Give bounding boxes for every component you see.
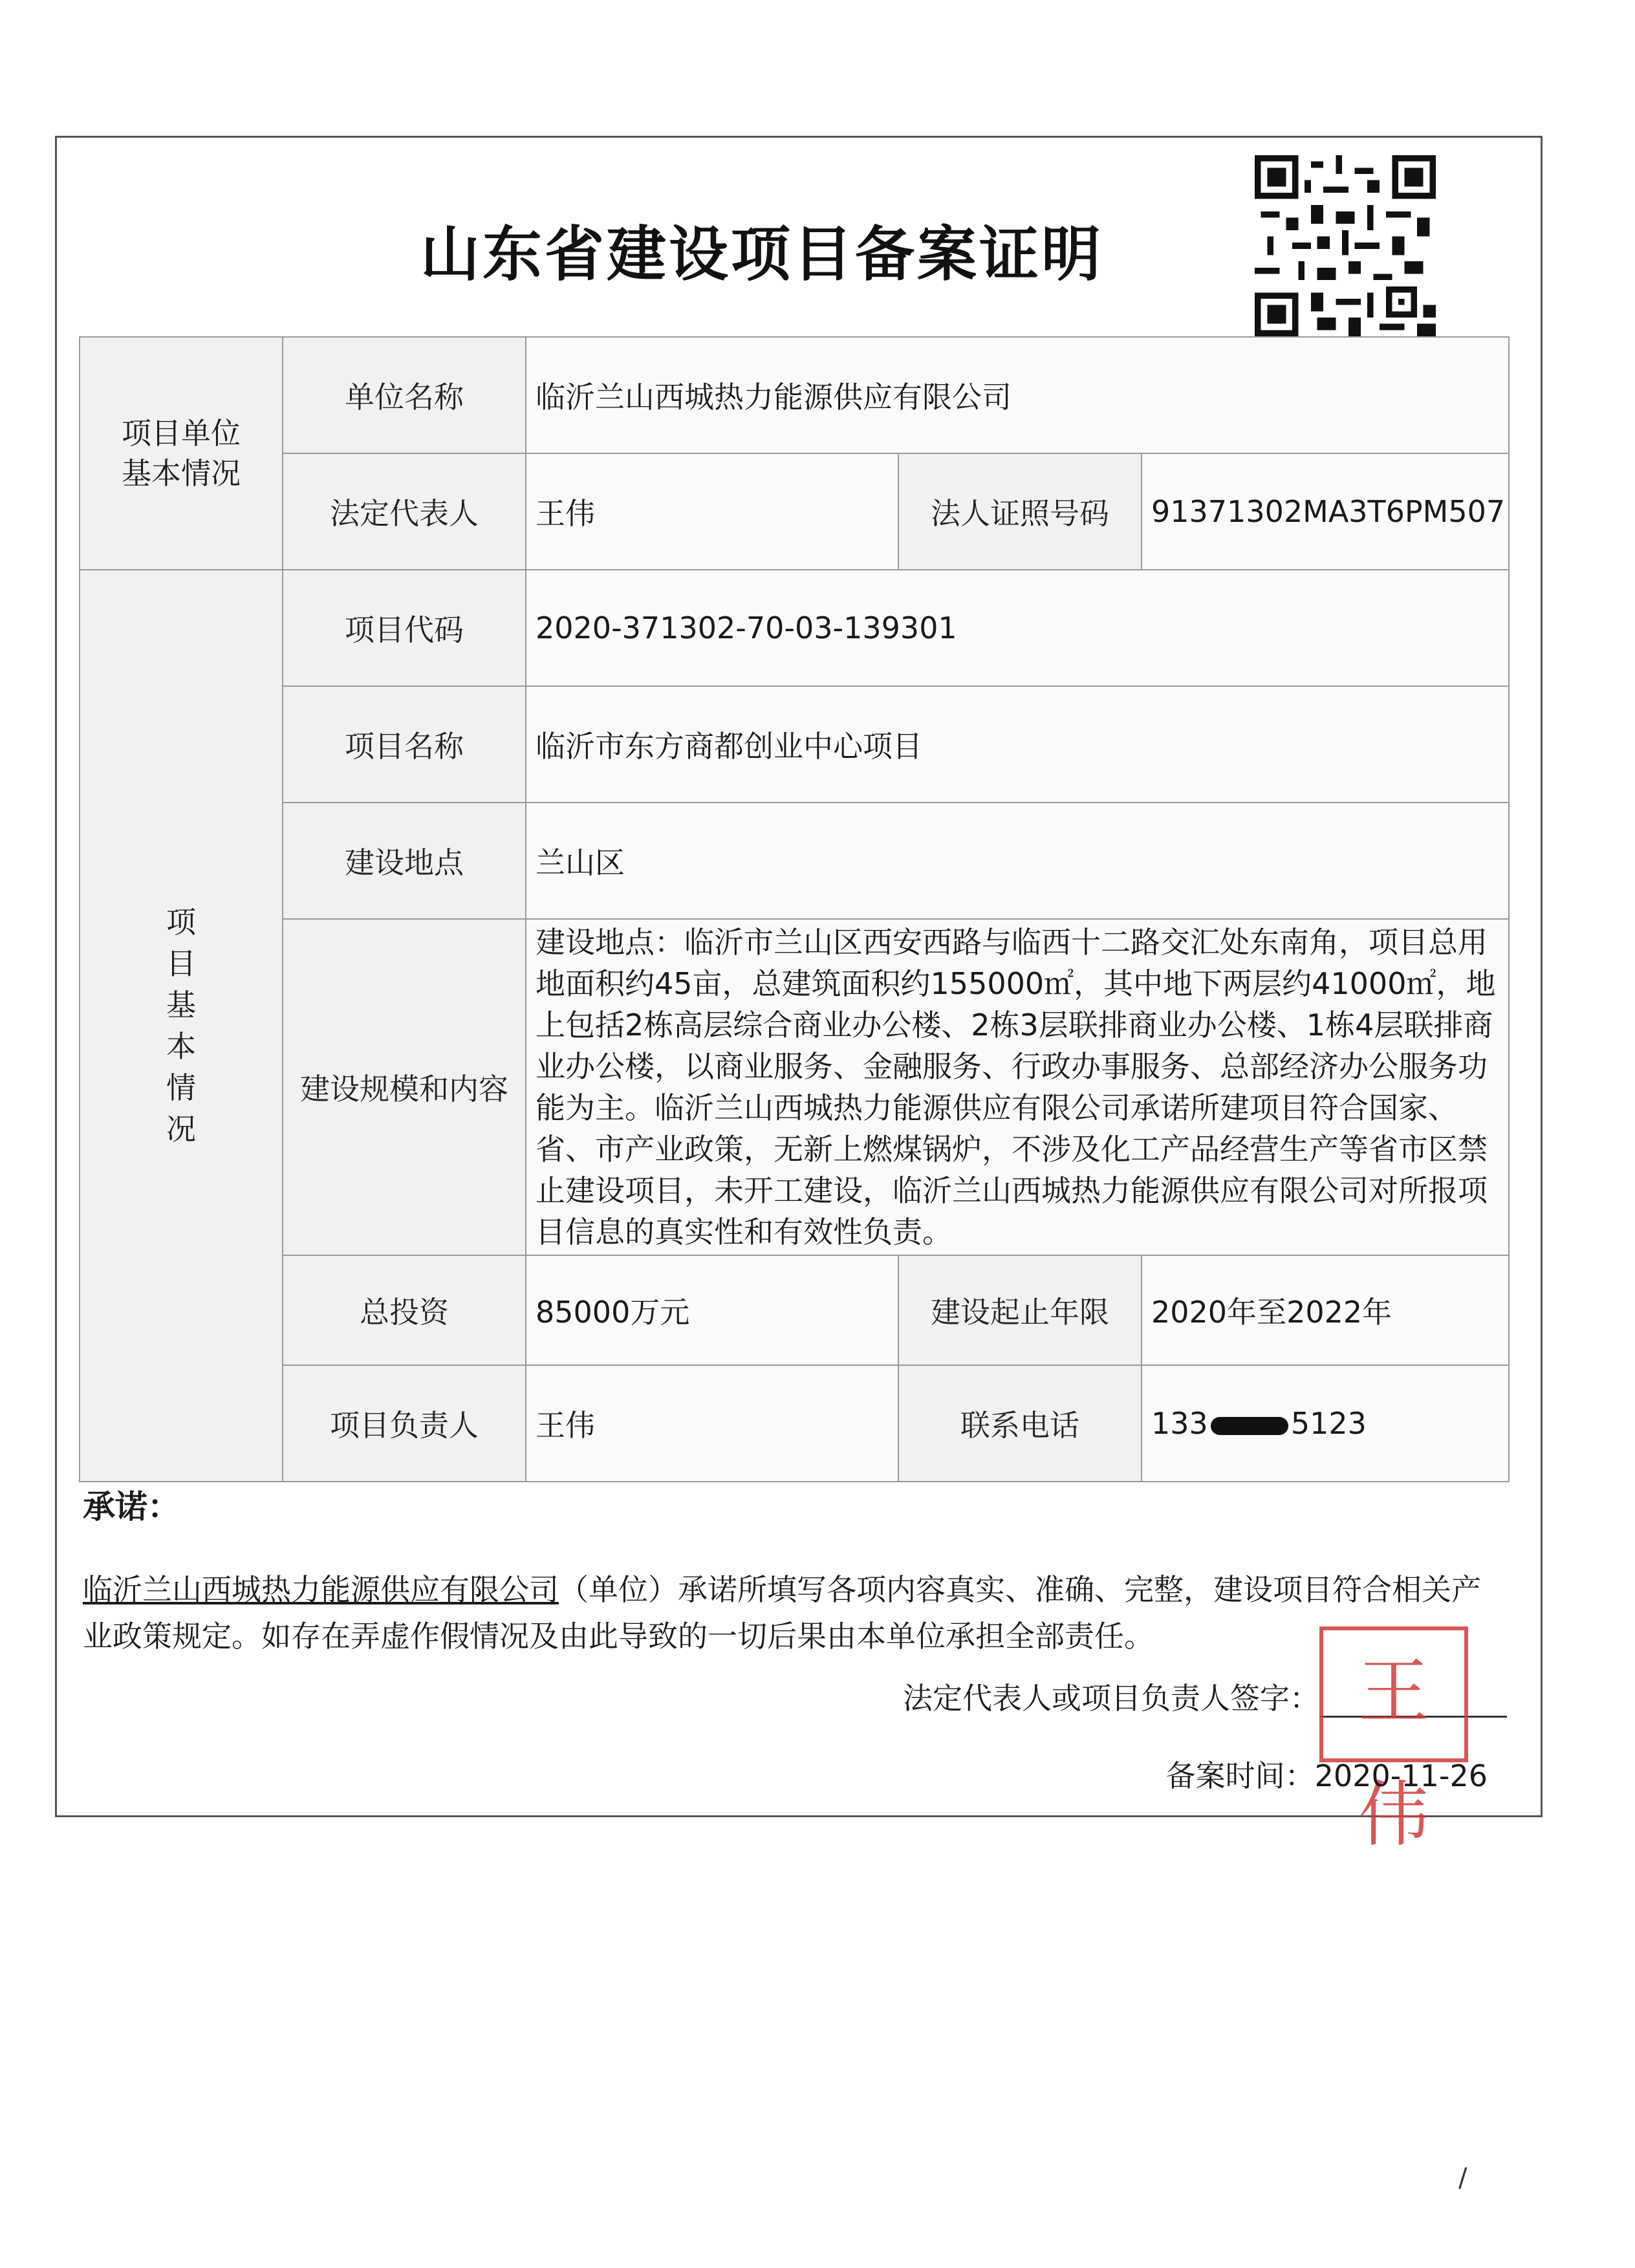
project-code-label: 项目代码 — [283, 570, 526, 686]
scope-value: 建设地点：临沂市兰山区西安西路与临西十二路交汇处东南角，项目总用地面积约45亩，总建筑面积约155000㎡，其中地下两层约41000㎡，地上包括2栋高层综合商业办公楼、2栋3层联排商业办公楼、1栋4层联排商业办公楼，以商业服务、金融服务、行政办事服务、总部经济办公服务功能为主。临沂兰山西城热力能源供应有限公司承诺所建项目符合国家、省、市产业政策，无新上燃煤锅炉，不涉及化工产品经营生产等省市区禁止建设项目，未开工建设，临沂兰山西城热力能源供应有限公司对所报项目信息的真实性和有效性负责。 — [526, 919, 1509, 1255]
promise-section — [83, 1481, 1506, 1659]
unit-name-value: 临沂兰山西城热力能源供应有限公司 — [526, 337, 1509, 453]
filing-date-value: 2020-11-26 — [1314, 1758, 1488, 1793]
seal-text: 王伟 — [1358, 1650, 1429, 1856]
legal-rep-value: 王伟 — [526, 453, 898, 570]
qr-code — [1255, 155, 1436, 336]
phone-label: 联系电话 — [898, 1365, 1142, 1482]
license-value: 91371302MA3T6PM507 — [1142, 453, 1509, 570]
section-project-info-text: 项目基本情况 — [166, 905, 196, 1147]
investment-value: 85000万元 — [526, 1255, 898, 1365]
project-name-value: 临沂市东方商都创业中心项目 — [526, 686, 1509, 803]
project-code-value: 2020-371302-70-03-139301 — [526, 570, 1509, 686]
promise-title: 承诺： — [83, 1488, 180, 1526]
investment-label: 总投资 — [283, 1255, 526, 1365]
unit-name-label: 单位名称 — [283, 337, 526, 453]
filing-date-row — [970, 1753, 1488, 1795]
manager-label: 项目负责人 — [283, 1365, 526, 1482]
record-table — [79, 336, 1510, 1482]
section-unit-info — [80, 337, 283, 570]
period-label: 建设起止年限 — [898, 1255, 1142, 1365]
license-label: 法人证照号码 — [898, 453, 1142, 570]
project-name-label: 项目名称 — [283, 686, 526, 803]
filing-date-label: 备案时间： — [1165, 1758, 1315, 1793]
promise-text — [83, 1566, 1506, 1659]
location-value: 兰山区 — [526, 803, 1509, 919]
manager-value: 王伟 — [526, 1365, 898, 1482]
promise-company: 临沂兰山西城热力能源供应有限公司 — [83, 1572, 559, 1607]
scope-label: 建设规模和内容 — [283, 919, 526, 1255]
promise-statement: （单位）承诺所填写各项内容真实、准确、完整，建设项目符合相关产业政策规定。如存在弄虚作假情况及由此导致的一切后果由本单位承担全部责任。 — [83, 1572, 1481, 1654]
page-mark: / — [1458, 2163, 1467, 2193]
phone-suffix: 5123 — [1290, 1406, 1367, 1441]
phone-prefix: 133 — [1151, 1406, 1208, 1441]
signature-label: 法定代表人或项目负责人签字： — [903, 1681, 1319, 1716]
document-title: 山东省建设项目备案证明 — [420, 220, 1104, 289]
section-project-info — [80, 570, 283, 1482]
legal-rep-label: 法定代表人 — [283, 453, 526, 570]
section-unit-info-text: 项目单位基本情况 — [122, 416, 241, 491]
phone-value — [1142, 1365, 1509, 1482]
location-label: 建设地点 — [283, 803, 526, 919]
period-value: 2020年至2022年 — [1142, 1255, 1509, 1365]
phone-redaction — [1211, 1417, 1288, 1435]
